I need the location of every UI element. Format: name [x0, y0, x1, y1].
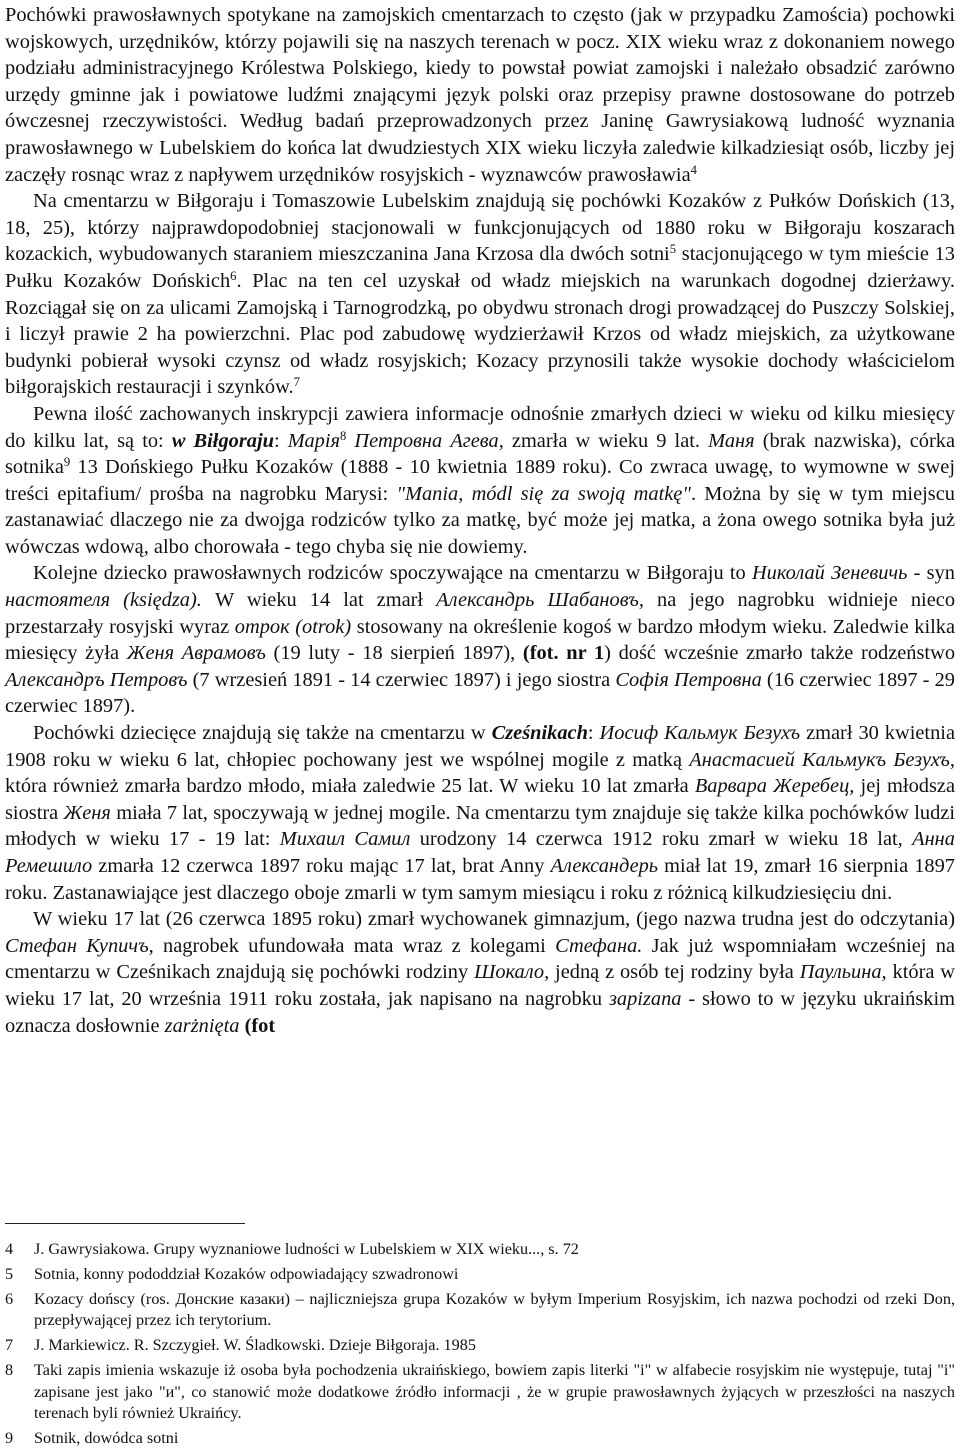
- paragraph: [5, 720, 955, 906]
- text-run: stosowany na określenie kogoś w bardzo młodym wieku. Zaledwie kilka miesięcy żyła: [5, 615, 956, 665]
- footnote-reference: 9: [63, 455, 71, 470]
- text-run: Паульина,: [799, 961, 887, 984]
- text-run: Софія Петровна: [615, 668, 762, 691]
- footnote: [5, 1289, 955, 1331]
- text-run: (19 luty - 18 sierpień 1897),: [265, 642, 523, 665]
- text-run: (fot. nr 1: [522, 642, 605, 665]
- text-run: Kolejne dziecko prawosławnych rodziców spoczywające na cmentarzu w Biłgoraju to: [33, 562, 752, 585]
- text-run: 13 Dońskiego Pułku Kozaków (1888 - 10 kwietnia 1889 roku). Co zwraca uwagę, to wymowne w swej treści epitafium/ prośba na nagrobku Marysi:: [5, 456, 955, 505]
- footnote-reference: 8: [340, 428, 347, 443]
- footnote-reference: 6: [230, 268, 237, 283]
- text-run: Варвара Жеребец,: [694, 775, 855, 798]
- footnote-reference: 4: [690, 162, 697, 177]
- text-run: jej młodsza siostra: [5, 775, 956, 824]
- text-run: Pochówki dziecięce znajdują się także na cmentarzu w: [33, 722, 492, 745]
- text-run: Женя Аврамовъ: [126, 642, 266, 665]
- text-run: zmarł 30 kwietnia 1908 roku w wieku 6 lat, chłopiec pochowany jest we wspólnej mogile z matką: [5, 722, 956, 771]
- text-run: Pochówki prawosławnych spotykane na zamojskich cmentarzach to często (jak w przypadku Zamościa) pochowki wojskowych, urzędników, którzy pojawili się na naszych terenach w pocz. XIX wieku wraz z dokonaniem nowego podziału administracyjnego Królestwa Polskiego, kiedy to powstał powiat zamojski i należało obsadzić zarówno urzędy gminne jak i powiatowe ludźmi znającymi język polski oraz przepisy prawne dostosowane do potrzeb ówczesnej rzeczywistości. Według badań przeprowadzonych przez Janinę Gawrysiakową ludność wyznania prawosławnego w Lubelskiem do końca lat dwudziestych XIX wieku liczyła zaledwie kilkadziesiąt osób, liczby jej zaczęły rosnąc wraz z napływem urzędników rosyjskich - wyznawców prawosławia: [5, 4, 955, 186]
- text-run: настоятеля (księdza).: [5, 589, 202, 612]
- text-run: Петровна Агева,: [346, 429, 504, 452]
- footnote-text: J. Gawrysiakowa. Grupy wyznaniowe ludności w Lubelskiem w XIX wieku..., s. 72: [34, 1240, 579, 1258]
- footnotes: [5, 1239, 955, 1453]
- body-text: [5, 2, 955, 1039]
- text-run: zmarła 12 czerwca 1897 roku mając 17 lat, brat Anny: [92, 855, 551, 877]
- footnote-number: 4: [5, 1240, 14, 1258]
- paragraph: [5, 188, 955, 401]
- text-run: Александерь: [550, 855, 659, 877]
- text-run: Михаил Самил: [279, 828, 411, 851]
- text-run: Женя: [63, 801, 111, 824]
- text-run: zmarła w wieku 9 lat.: [503, 429, 709, 452]
- text-run: - słowo to w języku ukraińskim oznacza dosłownie: [5, 987, 955, 1037]
- text-run: Cześnikach: [491, 722, 588, 745]
- text-run: "Mania, módl się za swoją matkę": [396, 482, 691, 505]
- text-run: :: [274, 429, 288, 452]
- text-run: :: [587, 722, 600, 745]
- footnote-number: 8: [5, 1361, 14, 1380]
- footnote-number: 5: [5, 1265, 14, 1284]
- text-run: Маня: [708, 429, 755, 452]
- text-run: Шокало,: [474, 961, 550, 984]
- footnote-reference: 7: [293, 375, 300, 390]
- footnote-text: J. Markiewicz. R. Szczygieł. W. Śladkowski. Dzieje Biłgoraja. 1985: [34, 1336, 476, 1355]
- text-run: (16 czerwiec 1897 - 29 czerwiec 1897).: [5, 668, 955, 718]
- text-run: zarżnięta: [164, 1014, 240, 1037]
- paragraph: [5, 560, 955, 720]
- text-run: (7 wrzesień 1891 - 14 czerwiec 1897) i jego siostra: [187, 668, 616, 691]
- text-run: na jego nagrobku widnieje nieco przestarzały rosyjski wyraz: [5, 589, 956, 638]
- footnote: [5, 1239, 955, 1260]
- text-run: Николай Зеневичь: [751, 562, 908, 585]
- text-run: Марія: [287, 429, 341, 452]
- footnote: [5, 1335, 955, 1356]
- footnote-number: 6: [5, 1290, 14, 1309]
- text-run: Анастасией Кальмукъ Безухъ,: [689, 748, 955, 771]
- text-run: Na cmentarzu w Biłgoraju i Tomaszowie Lubelskim znajdują się pochówki Kozaków z Pułków Dońskich (13, 18, 25), którzy najprawdopodobniej stacjonowali w funkcjonujących od 1880 roku w Biłgoraju koszarach kozackich, wybudowanych staraniem mieszczanina Jana Krzosa dla dwóch sotni: [5, 190, 955, 266]
- text-run: która również zmarła bardzo młodo, miała zaledwie 25 lat. W wieku 10 lat zmarła: [5, 775, 695, 798]
- text-run: stacjonującego w tym mieście 13 Pułku Kozaków Dońskich: [5, 243, 955, 292]
- text-run: nagrobek ufundowała mata wraz z kolegami: [153, 934, 556, 957]
- paragraph: [5, 401, 955, 561]
- text-run: miała 7 lat, spoczywają w jednej mogile. Na cmentarzu tym znajduje się także kilka pochówków ludzi młodych w wieku 17 - 19 lat:: [5, 801, 955, 851]
- text-run: ) dość wcześnie zmarło także rodzeństwo: [604, 642, 956, 665]
- text-run: Стефан Купичъ,: [5, 934, 154, 957]
- text-run: Pewna ilość zachowanych inskrypcji zawiera informacje odnośnie zmarłych dzieci w wieku od kilku miesięcy do kilku lat, są to:: [5, 402, 955, 452]
- paragraph: [5, 2, 955, 188]
- text-run: - syn: [907, 562, 955, 585]
- text-run: Jak już wspomniałam wcześniej na cmentarzu w Cześnikach znajdują się pochówki rodziny: [5, 934, 955, 984]
- text-run: . Plac na ten cel uzyskał od władz miejskich na warunkach dogodnej dzierżawy. Rozciągał się on za ulicami Zamojską i Tarnogrodzką, po obydwu stronach drogi prowadzącej do Puszczy Solskiej, i liczył prawie 2 ha powierzchni. Plac pod zabudowę wydzierżawił Krzos od władz miejskich, za użytkowane budynki pobierał wysoki czynsz od władz rosyjskich; Kozacy przynosili także wysokie dochody właścicielom biłgorajskich restauracji i szynków.: [5, 269, 955, 399]
- footnote-separator: [5, 1223, 245, 1224]
- text-run: Анна Ремешило: [5, 828, 955, 877]
- text-run: w Biłgoraju: [171, 429, 274, 452]
- footnote: [5, 1360, 955, 1423]
- text-run: зарizana: [608, 987, 682, 1010]
- footnote-number: 9: [5, 1428, 14, 1447]
- footnote-text: Taki zapis imienia wskazuje iż osoba była pochodzenia ukraińskiego, bowiem zapis literki "i" w alfabecie rosyjskim nie występuje, tutaj "i" zapisane jest jako "и", co stanowić może dodatkowe źródło informacji , że w grupie prawosławnych żyjących w przeszłości na naszych terenach byli również Ukraińcy.: [34, 1361, 955, 1422]
- text-run: Стефана.: [555, 934, 643, 957]
- text-run: która w wieku 17 lat, 20 września 1911 roku została, jak napisano na nagrobku: [5, 961, 955, 1010]
- footnote-text: Sotnik, dowódca sotni: [34, 1428, 179, 1447]
- text-run: jedną z osób tej rodziny była: [549, 961, 800, 984]
- text-run: Иосиф Кальмук Безухъ: [599, 722, 801, 745]
- text-run: Александрь Шабановъ,: [436, 589, 644, 612]
- text-run: (brak nazwiska), córka sotnika: [5, 429, 955, 479]
- footnote: [5, 1264, 955, 1285]
- footnote-number: 7: [5, 1336, 14, 1355]
- text-run: Александръ Петровъ: [5, 668, 188, 691]
- text-run: urodzony 14 czerwca 1912 roku zmarł w wieku 18 lat,: [410, 828, 913, 851]
- document-page: [5, 2, 956, 1447]
- text-run: W wieku 14 lat zmarł: [201, 589, 437, 612]
- text-run: . Można by się w tym miejscu zastanawiać dlaczego nie za dwojga rodziców tylko za matkę, być może jej matka, a żona owego sotnika była już wówczas wdową, albo chorowała - tego chyba się nie dowiemy.: [5, 482, 955, 558]
- text-run: W wieku 17 lat (26 czerwca 1895 roku) zmarł wychowanek gimnazjum, (jego nazwa trudna jest do odczytania): [33, 908, 955, 931]
- footnote-text: Sotnia, konny pododdział Kozaków odpowiadający szwadronowi: [34, 1265, 459, 1284]
- footnote-text: Kozacy dońscy (ros. Донские казаки) – najliczniejsza grupa Kozaków w byłym Imperium Rosyjskim, ich nazwa pochodzi od rzeki Don, przepływającej przez ich terytorium.: [34, 1290, 955, 1330]
- text-run: miał lat 19, zmarł 16 sierpnia 1897 roku. Zastanawiające jest dlaczego oboje zmarli w tym samym miesiącu i roku z różnicą kilkudziesięciu dni.: [5, 855, 955, 904]
- footnote-reference: 5: [669, 242, 677, 257]
- footnote: [5, 1428, 955, 1449]
- text-run: (fot: [244, 1014, 276, 1037]
- text-run: отрок (otrok): [234, 615, 352, 638]
- paragraph: [5, 906, 955, 1039]
